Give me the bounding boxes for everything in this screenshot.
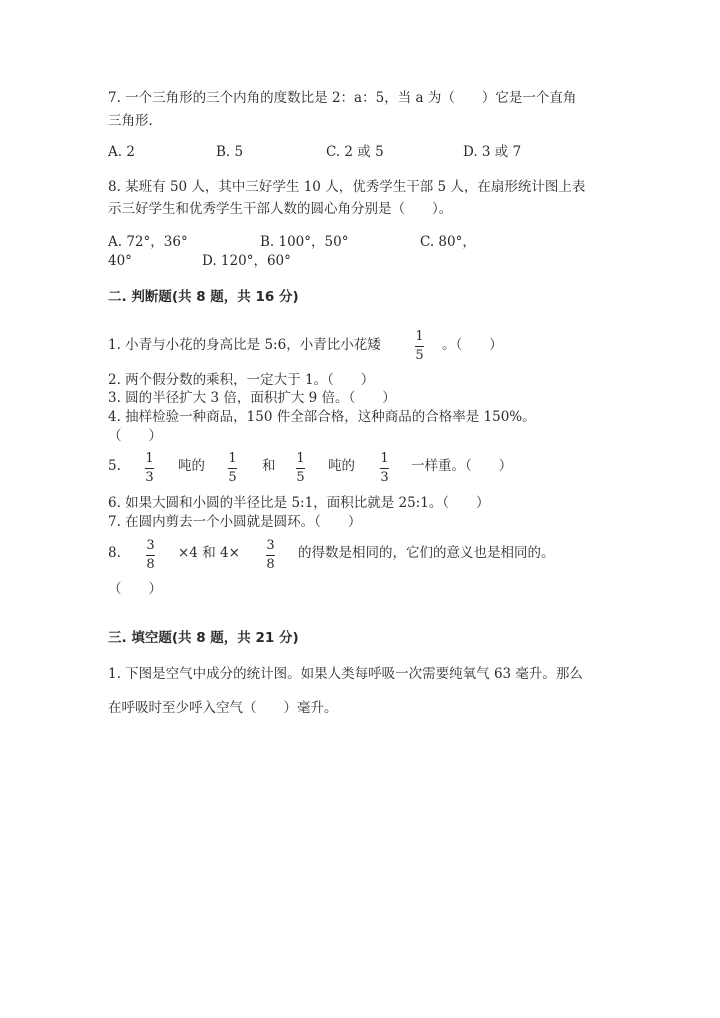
question-8-option-c: C. 80°， bbox=[420, 234, 476, 250]
fraction-bar bbox=[228, 468, 237, 469]
judge-5-fraction-4 bbox=[380, 452, 389, 485]
judge-5-text-3: 吨的 bbox=[328, 458, 355, 474]
fraction-numerator: 1 bbox=[380, 451, 389, 466]
fraction-numerator: 1 bbox=[145, 451, 154, 466]
fraction-bar bbox=[145, 468, 154, 469]
fraction-denominator: 3 bbox=[380, 470, 389, 485]
question-8-option-d: D. 120°，60° bbox=[202, 253, 291, 269]
judge-8-text-1: ×4 和 4× bbox=[178, 545, 240, 561]
fraction-numerator: 1 bbox=[296, 451, 305, 466]
judge-1-tail: 。（ ） bbox=[442, 337, 503, 353]
fill-1-line2: 在呼吸时至少呼入空气（ ）毫升。 bbox=[108, 700, 338, 716]
judge-1-fraction bbox=[415, 330, 424, 363]
question-7-option-c: C. 2 或 5 bbox=[326, 144, 384, 160]
judge-5-text-1: 吨的 bbox=[178, 458, 205, 474]
question-7-line2: 三角形. bbox=[108, 113, 153, 129]
fraction-denominator: 8 bbox=[266, 557, 275, 572]
question-7-option-d: D. 3 或 7 bbox=[463, 144, 522, 160]
fraction-bar bbox=[146, 555, 155, 556]
fraction-numerator: 3 bbox=[266, 538, 275, 553]
judge-5-text-2: 和 bbox=[262, 458, 276, 474]
question-7-option-a: A. 2 bbox=[108, 144, 135, 160]
fraction-denominator: 5 bbox=[415, 348, 424, 363]
section-3-heading: 三. 填空题(共 8 题，共 21 分) bbox=[108, 630, 299, 646]
section-2-heading: 二. 判断题(共 8 题，共 16 分) bbox=[108, 289, 299, 305]
judge-5-number: 5. bbox=[108, 458, 121, 474]
fraction-denominator: 3 bbox=[145, 470, 154, 485]
question-7-line1: 7. 一个三角形的三个内角的度数比是 2：a：5，当 a 为（ ）它是一个直角 bbox=[108, 90, 577, 106]
fraction-bar bbox=[415, 346, 424, 347]
judge-3: 3. 圆的半径扩大 3 倍，面积扩大 9 倍。（ ） bbox=[108, 390, 396, 406]
question-8-line2: 示三好学生和优秀学生干部人数的圆心角分别是（ ）。 bbox=[108, 201, 453, 217]
judge-5-text-4: 一样重。（ ） bbox=[411, 458, 513, 474]
judge-4-line1: 4. 抽样检验一种商品，150 件全部合格，这种商品的合格率是 150%。 bbox=[108, 409, 536, 425]
judge-8-line2: （ ） bbox=[108, 581, 162, 597]
judge-1-text: 1. 小青与小花的身高比是 5:6，小青比小花矮 bbox=[108, 337, 381, 353]
judge-8-number: 8. bbox=[108, 545, 121, 561]
question-8-option-a: A. 72°，36° bbox=[108, 234, 188, 250]
fraction-bar bbox=[296, 468, 305, 469]
judge-5-fraction-2 bbox=[228, 452, 237, 485]
fill-1-line1: 1. 下图是空气中成分的统计图。如果人类每呼吸一次需要纯氧气 63 毫升。那么 bbox=[108, 666, 583, 682]
question-7-option-b: B. 5 bbox=[216, 144, 244, 160]
fraction-numerator: 1 bbox=[228, 451, 237, 466]
judge-7: 7. 在圆内剪去一个小圆就是圆环。（ ） bbox=[108, 514, 362, 530]
judge-5-fraction-3 bbox=[296, 452, 305, 485]
question-8-option-b: B. 100°，50° bbox=[260, 234, 349, 250]
judge-6: 6. 如果大圆和小圆的半径比是 5:1，面积比就是 25:1。（ ） bbox=[108, 495, 490, 511]
fraction-denominator: 5 bbox=[228, 470, 237, 485]
fraction-bar bbox=[380, 468, 389, 469]
judge-4-line2: （ ） bbox=[108, 428, 162, 444]
judge-2: 2. 两个假分数的乘积，一定大于 1。（ ） bbox=[108, 372, 375, 388]
question-8-option-c-cont: 40° bbox=[108, 253, 132, 269]
judge-8-text-2: 的得数是相同的，它们的意义也是相同的。 bbox=[298, 545, 555, 561]
fraction-denominator: 5 bbox=[296, 470, 305, 485]
judge-8-fraction-2 bbox=[266, 539, 275, 572]
fraction-bar bbox=[266, 555, 275, 556]
fraction-numerator: 3 bbox=[146, 538, 155, 553]
question-8-line1: 8. 某班有 50 人，其中三好学生 10 人，优秀学生干部 5 人，在扇形统计图上表 bbox=[108, 179, 586, 195]
judge-8-fraction-1 bbox=[146, 539, 155, 572]
judge-5-fraction-1 bbox=[145, 452, 154, 485]
fraction-denominator: 8 bbox=[146, 557, 155, 572]
fraction-numerator: 1 bbox=[415, 329, 424, 344]
